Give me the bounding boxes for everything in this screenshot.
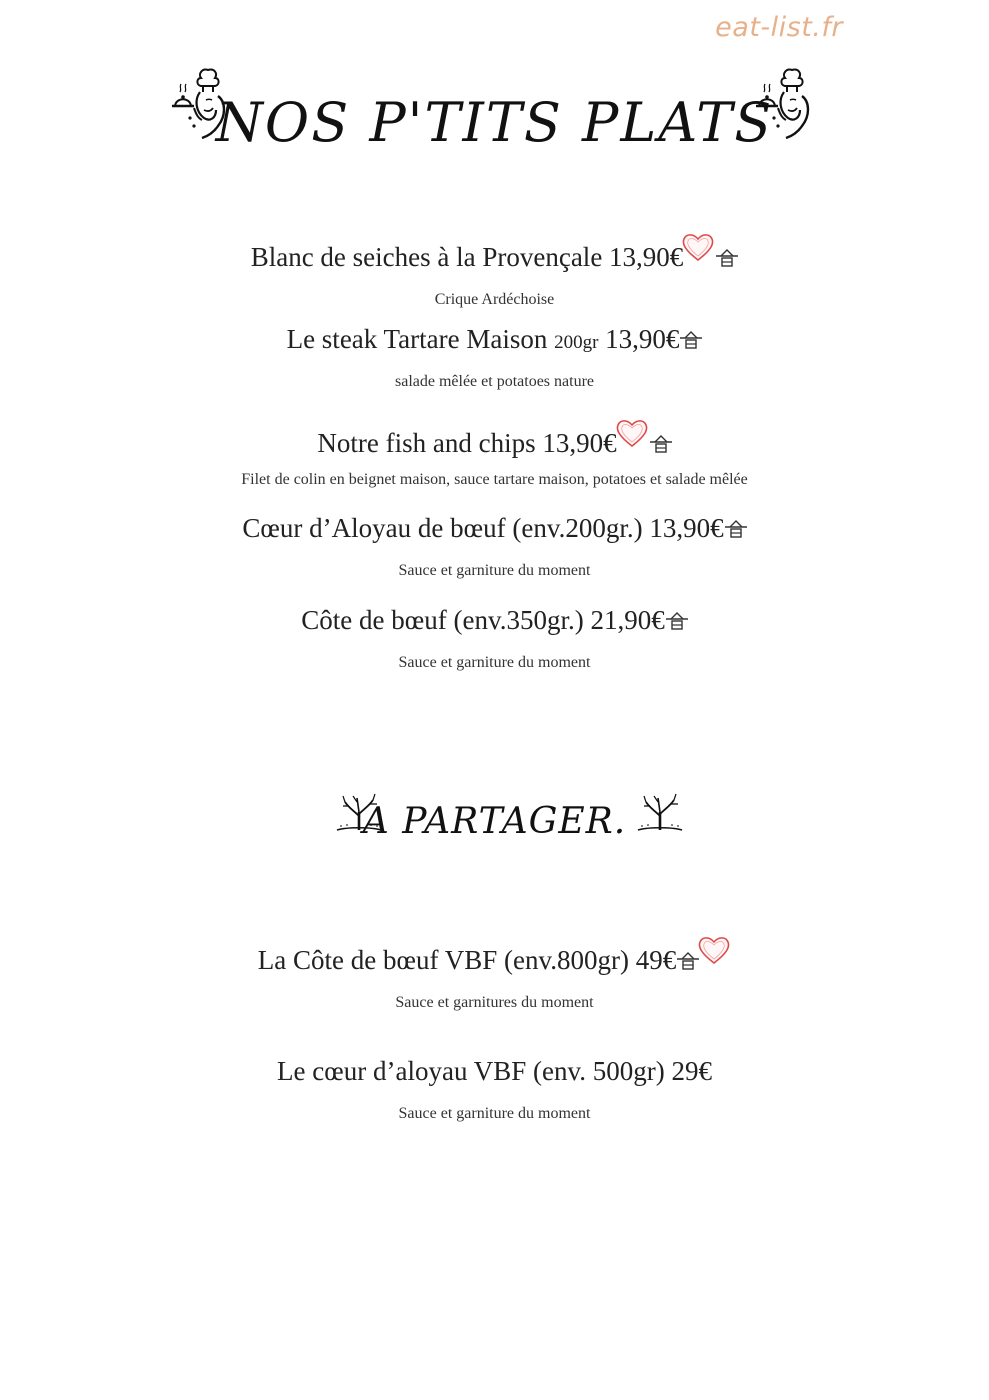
menu-item: [0, 232, 989, 309]
house-icon: [650, 434, 672, 454]
menu-item: [0, 514, 989, 580]
dish-description: Sauce et garniture du moment: [398, 1104, 591, 1122]
heart-icon: [615, 418, 649, 448]
page-title: NOS P'TITS PLATS: [215, 91, 774, 154]
dish-description: Sauce et garnitures du moment: [395, 993, 594, 1011]
menu-item: [0, 606, 989, 672]
title-header: [0, 60, 989, 170]
dish-title: [0, 1057, 989, 1087]
house-icon: [680, 330, 702, 350]
dish-title: [0, 514, 989, 544]
dish-description: salade mêlée et potatoes nature: [394, 372, 594, 390]
house-icon: [677, 951, 699, 971]
dish-title: [0, 606, 989, 636]
dish-name: Côte de bœuf (env.350gr.) 21,90€: [301, 605, 665, 635]
chef-icon: [752, 66, 820, 144]
tree-icon: [634, 790, 686, 840]
heart-icon: [681, 232, 715, 262]
dish-title: [0, 418, 989, 459]
dish-description: Sauce et garniture du moment: [398, 653, 591, 671]
section-title: A PARTAGER.: [362, 801, 627, 842]
house-icon: [716, 248, 738, 268]
dish-description: Crique Ardéchoise: [434, 290, 555, 308]
dish-name: Le cœur d’aloyau VBF (env. 500gr) 29€: [277, 1056, 712, 1086]
dish-price: 13,90€: [605, 324, 680, 354]
dish-name: Cœur d’Aloyau de bœuf (env.200gr.) 13,90€: [242, 513, 724, 543]
menu-item: [0, 1057, 989, 1123]
menu-item: [0, 325, 989, 391]
dish-title: [0, 935, 989, 976]
menu-item: [0, 418, 989, 489]
dish-name: Le steak Tartare Maison: [286, 324, 548, 354]
heart-icon: [697, 935, 731, 965]
house-icon: [666, 611, 688, 631]
dish-description: Sauce et garniture du moment: [398, 561, 591, 579]
dish-name: La Côte de bœuf VBF (env.800gr) 49€: [257, 945, 677, 975]
house-icon: [725, 519, 747, 539]
watermark: eat-list.fr: [715, 12, 843, 43]
dish-title: [0, 325, 989, 355]
menu-item: [0, 935, 989, 1012]
section-header-partager: [0, 788, 989, 850]
dish-description: Filet de colin en beignet maison, sauce tartare maison, potatoes et salade mêlée: [241, 470, 748, 488]
dish-name: Blanc de seiches à la Provençale 13,90€: [250, 242, 684, 272]
dish-title: [0, 232, 989, 273]
dish-weight: 200gr: [554, 332, 599, 353]
dish-name: Notre fish and chips 13,90€: [317, 428, 617, 458]
